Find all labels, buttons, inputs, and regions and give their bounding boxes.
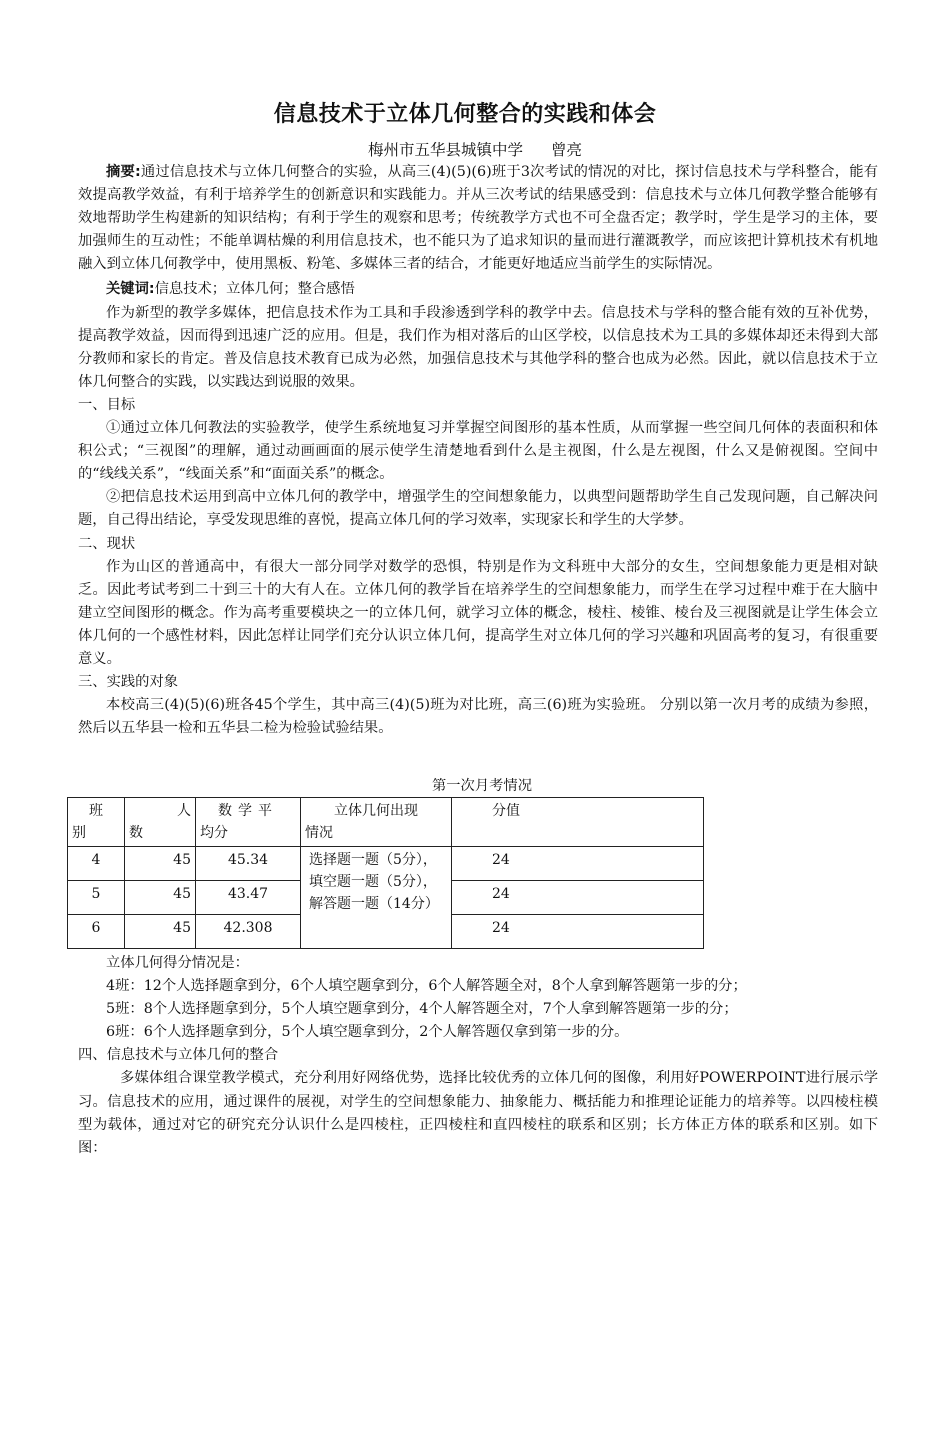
keywords-label: 关键词: [106, 281, 155, 298]
cell-situation: 选择题一题（5分），填空题一题（5分），解答题一题（14分） [301, 847, 452, 949]
first-exam-table [67, 797, 704, 949]
table-caption: 第一次月考情况 [431, 778, 533, 794]
cell-count: 45 [125, 915, 196, 949]
keywords-text: 信息技术；立体几何；整合感悟 [154, 281, 355, 298]
header-count: 人 数 [125, 798, 196, 847]
author-school: 梅州市五华县城镇中学 [367, 141, 523, 159]
abstract-label: 摘要: [106, 164, 141, 180]
abstract-text: 通过信息技术与立体几何整合的实验，从高三(4)(5)(6)班于3次考试的情况的对比，探讨信息技术与学科整合，能有效提高教学效益，有利于培养学生的创新意识和实践能力。并从三次考试的结果感受到：信息技术与立体几何教学整合能够有效地帮助学生构建新的知识结构；有利于学生的观察和思考；传统教学方式也不可全盘否定；教学时，学生是学习的主体，要加强师生的互动性；不能单调枯燥的利用信息技术，也不能只为了追求知识的量而进行灌溉教学，而应该把计算机技术有机地融入到立体几何教学中，使用黑板、粉笔、多媒体三者的结合，才能更好地适应当前学生的实际情况。 [78, 164, 878, 273]
header-average: 数学平 均分 [196, 798, 301, 847]
cell-class: 4 [68, 847, 125, 881]
section-2-heading: 二、现状 [78, 535, 136, 552]
author-line [0, 138, 950, 160]
section-2-paragraph: 作为山区的普通高中，有很大一部分同学对数学的恐惧，特别是作为文科班中大部分的女生，空间想象能力更是相对缺乏。因此考试考到二十到三十的大有人在。立体几何的教学旨在培养学生的空间想象能力，而学生在学习过程中难于在大脑中建立空间图形的概念。作为高考重要模块之一的立体几何，就学习立体的概念，棱柱、棱锥、棱台及三视图就是让学生体会立体几何的一个感性材料，因此怎样让同学们充分认识立体几何，提高学生对立体几何的学习兴趣和巩固高考的复习，有很重要意义。 [78, 558, 878, 667]
results-block [78, 952, 878, 1160]
cell-score: 24 [452, 881, 704, 915]
section-3-paragraph: 本校高三(4)(5)(6)班各45个学生，其中高三(4)(5)班为对比班，高三(6)班为实验班。 分别以第一次月考的成绩为参照，然后以五华县一检和五华县二检为检验试验结果。 [78, 697, 878, 737]
table-header-row [68, 798, 704, 847]
abstract-block [78, 161, 878, 740]
section-3-heading: 三、实践的对象 [78, 674, 179, 691]
cell-class: 6 [68, 915, 125, 949]
cell-count: 45 [125, 881, 196, 915]
cell-average: 42.308 [196, 915, 301, 949]
scores-class-5: 5班：8个人选择题拿到分，5个人填空题拿到分，4个人解答题全对，7个人拿到解答题第一步的分； [106, 1001, 738, 1018]
section-4-heading: 四、信息技术与立体几何的整合 [78, 1047, 279, 1064]
scores-class-6: 6班：6个人选择题拿到分，5个人填空题拿到分，2个人解答题仅拿到第一步的分。 [106, 1024, 629, 1041]
section-1-paragraph-2: ②把信息技术运用到高中立体几何的教学中，增强学生的空间想象能力，以典型问题帮助学生自己发现问题，自己解决问题，自己得出结论，享受发现思维的喜悦，提高立体几何的学习效率，实现家长和学生的大学梦。 [78, 489, 878, 529]
section-1-paragraph-1: ①通过立体几何教法的实验教学，使学生系统地复习并掌握空间图形的基本性质，从而掌握一些空间几何体的表面积和体积公式；“三视图”的理解，通过动画画面的展示使学生清楚地看到什么是主视图，什么是左视图，什么又是俯视图。空间中的“线线关系”，“线面关系”和“面面关系”的概念。 [78, 420, 878, 483]
cell-score: 24 [452, 915, 704, 949]
cell-average: 43.47 [196, 881, 301, 915]
cell-score: 24 [452, 847, 704, 881]
keywords-paragraph [78, 278, 878, 301]
cell-average: 45.34 [196, 847, 301, 881]
header-class: 班 别 [68, 798, 125, 847]
cell-count: 45 [125, 847, 196, 881]
author-name: 曾亮 [551, 141, 583, 159]
section-4-paragraph: 多媒体组合课堂教学模式，充分利用好网络优势，选择比较优秀的立体几何的图像，利用好POWERPOINT进行展示学习。信息技术的应用，通过课件的展视，对学生的空间想象能力、抽象能力、概括能力和推理论证能力的培养等。以四棱柱模型为载体，通过对它的研究充分认识什么是四棱柱，正四棱柱和直四棱柱的联系和区别；长方体正方体的联系和区别。如下图： [78, 1070, 878, 1156]
scores-class-4: 4班：12个人选择题拿到分，6个人填空题拿到分，6个人解答题全对，8个人拿到解答题第一步的分； [106, 978, 747, 995]
header-score: 分值 [452, 798, 704, 847]
header-situation: 立体几何出现 情况 [301, 798, 452, 847]
section-1-heading: 一、目标 [78, 396, 136, 413]
abstract-paragraph [78, 161, 878, 276]
intro-paragraph: 作为新型的教学多媒体，把信息技术作为工具和手段渗透到学科的教学中去。信息技术与学科的整合能有效的互补优势，提高教学效益，因而得到迅速广泛的应用。但是，我们作为相对落后的山区学校，以信息技术为工具的多媒体却还未得到大部分教师和家长的肯定。普及信息技术教育已成为必然，加强信息技术与其他学科的整合也成为必然。因此，就以信息技术于立体几何整合的实践，以实践达到说服的效果。 [78, 304, 878, 390]
page-title: 信息技术于立体几何整合的实践和体会 [273, 102, 657, 127]
table-row [68, 847, 704, 881]
cell-class: 5 [68, 881, 125, 915]
scores-heading: 立体几何得分情况是： [106, 955, 249, 971]
